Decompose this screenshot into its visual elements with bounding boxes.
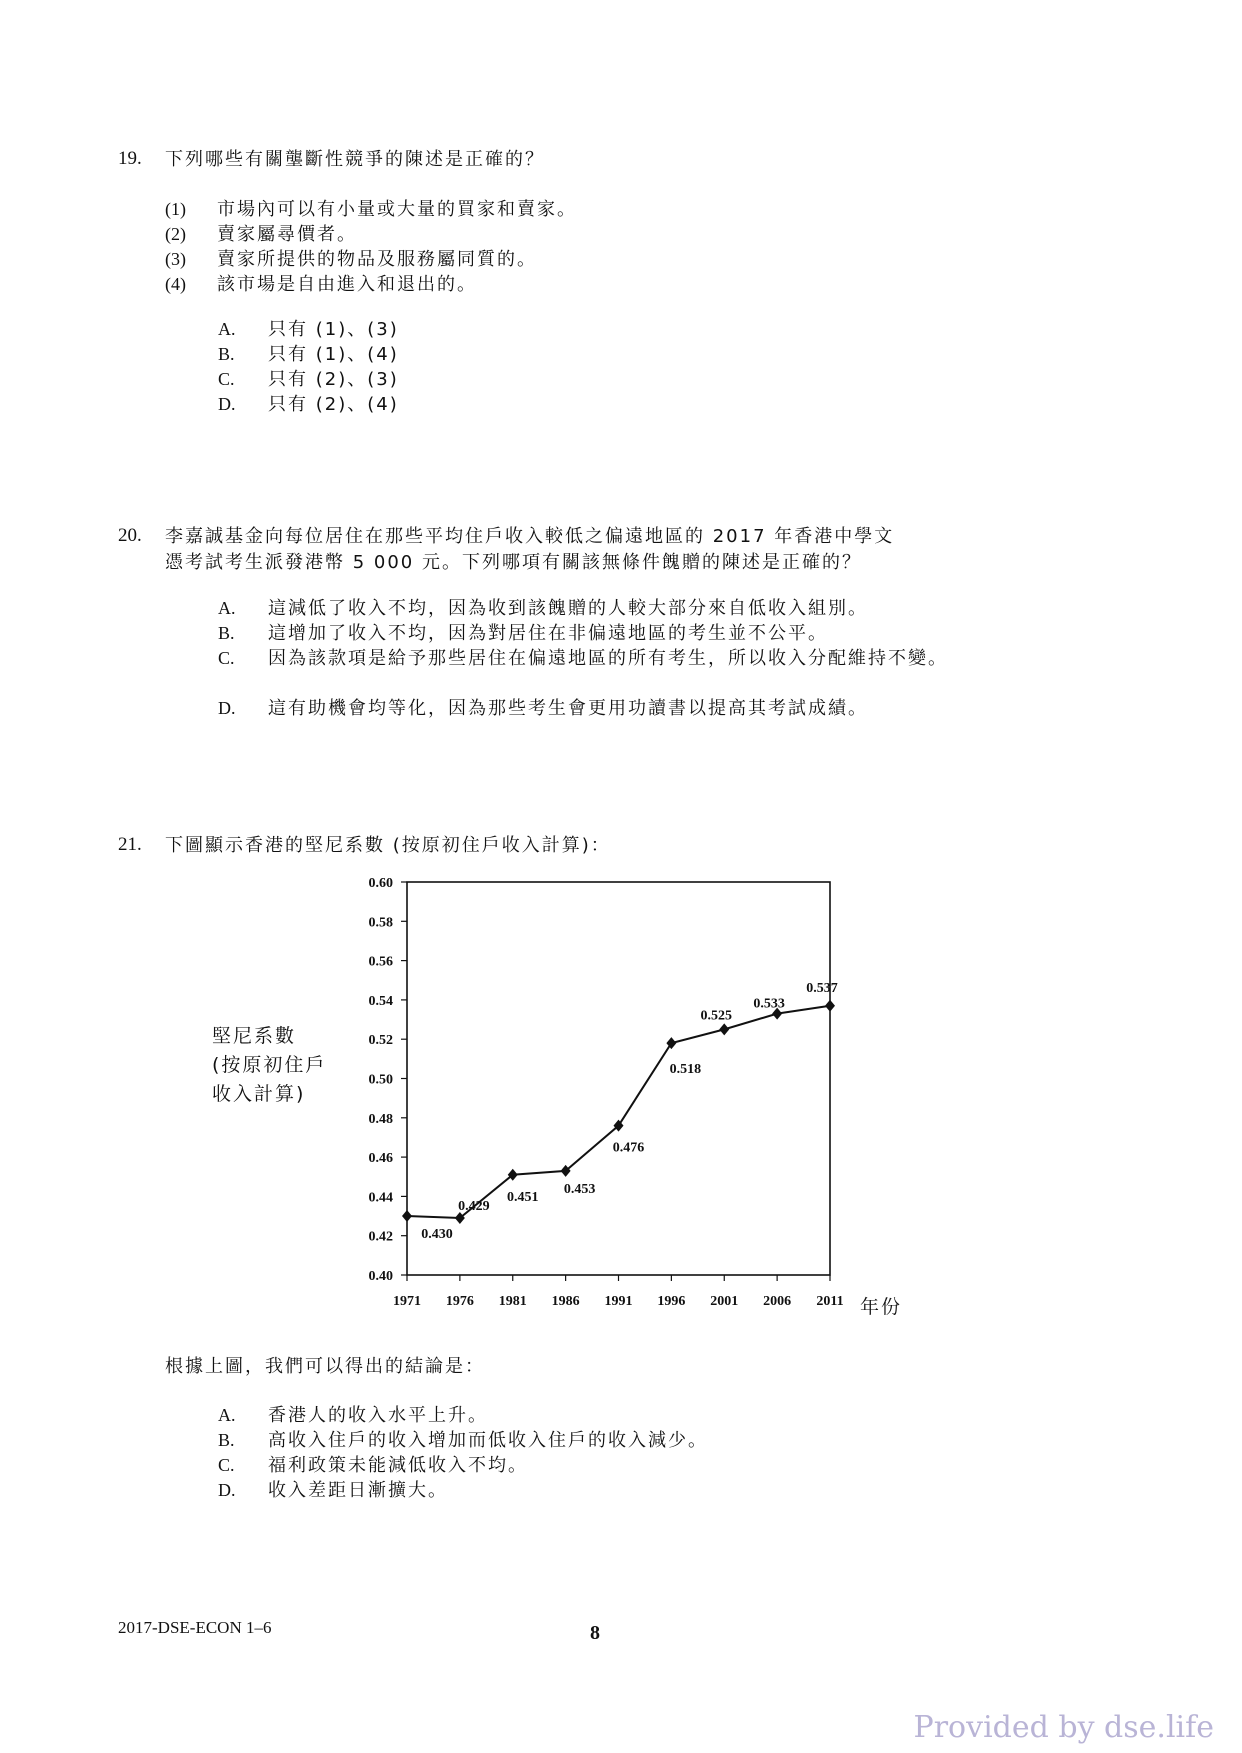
- statement-label: (3): [165, 249, 186, 269]
- option-label: C.: [218, 648, 235, 668]
- x-tick-label: 2001: [710, 1294, 739, 1309]
- y-tick-label: 0.44: [368, 1190, 393, 1206]
- data-label: 0.476: [612, 1140, 645, 1156]
- data-point-marker: [719, 1023, 729, 1035]
- data-label: 0.453: [563, 1181, 596, 1197]
- data-label: 0.430: [421, 1227, 453, 1243]
- option-text: 這增加了收入不均，因為對居住在非偏遠地區的考生並不公平。: [268, 623, 828, 644]
- option-label: A.: [218, 598, 236, 618]
- y-tick-label: 0.50: [368, 1072, 393, 1088]
- y-tick-label: 0.40: [368, 1269, 393, 1284]
- page-number: 8: [590, 1622, 600, 1644]
- data-label: 0.518: [669, 1062, 702, 1078]
- chart-ylabel-line: 堅尼系數: [212, 1025, 297, 1047]
- data-label: 0.451: [507, 1189, 539, 1205]
- y-tick-label: 0.60: [368, 876, 393, 891]
- q19-number: 19.: [118, 148, 142, 169]
- x-tick-label: 1986: [551, 1294, 580, 1309]
- x-tick-label: 1981: [498, 1294, 527, 1309]
- option-label: B.: [218, 1430, 235, 1450]
- option-label: B.: [218, 623, 235, 643]
- option-text: 因為該款項是給予那些居住在偏遠地區的所有考生，所以收入分配維持不變。: [268, 648, 948, 669]
- x-tick-label: 1996: [657, 1294, 686, 1309]
- plot-frame: [407, 882, 830, 1275]
- x-tick-label: 2006: [763, 1294, 792, 1309]
- statement-text: 市場內可以有小量或大量的買家和賣家。: [217, 199, 577, 220]
- data-point-marker: [402, 1210, 412, 1222]
- data-label: 0.429: [458, 1199, 490, 1215]
- x-tick-label: 1976: [445, 1294, 474, 1309]
- x-tick-label: 1991: [604, 1294, 633, 1309]
- q19-question: 下列哪些有關壟斷性競爭的陳述是正確的？: [165, 149, 545, 170]
- option-text: 福利政策未能減低收入不均。: [268, 1455, 528, 1476]
- option-label: B.: [218, 344, 235, 364]
- q21-number: 21.: [118, 834, 142, 855]
- chart-ylabel-line: (按原初住戶: [212, 1054, 327, 1076]
- y-tick-label: 0.42: [368, 1229, 393, 1245]
- data-label: 0.525: [700, 1008, 732, 1024]
- q21-option-c: [218, 1453, 528, 1478]
- q20-question-line2: 憑考試考生派發港幣 5 000 元。下列哪項有關該無條件餽贈的陳述是正確的？: [165, 552, 862, 573]
- option-label: C.: [218, 1455, 235, 1475]
- chart-xlabel: 年份: [860, 1296, 903, 1318]
- option-label: C.: [218, 369, 235, 389]
- q20-number: 20.: [118, 525, 142, 546]
- data-label: 0.537: [806, 980, 838, 996]
- option-text: 高收入住戶的收入增加而低收入住戶的收入減少。: [268, 1430, 708, 1451]
- statement-text: 該市場是自由進入和退出的。: [217, 274, 477, 295]
- exam-code: 2017-DSE-ECON 1–6: [118, 1618, 272, 1637]
- gini-series-line: [407, 1006, 830, 1218]
- y-tick-label: 0.46: [368, 1151, 393, 1167]
- data-point-marker: [508, 1169, 518, 1181]
- option-text: 這有助機會均等化，因為那些考生會更用功讀書以提高其考試成績。: [268, 698, 868, 719]
- y-tick-label: 0.56: [368, 954, 393, 970]
- statement-text: 賣家所提供的物品及服務屬同質的。: [217, 249, 537, 270]
- statement-label: (1): [165, 199, 186, 219]
- option-label: A.: [218, 1405, 236, 1425]
- option-text: 只有 (1)、(4): [268, 344, 399, 365]
- statement-text: 賣家屬尋價者。: [217, 224, 357, 245]
- x-tick-label: 2011: [816, 1294, 844, 1309]
- x-tick-label: 1971: [393, 1294, 421, 1309]
- option-text: 這減低了收入不均，因為收到該餽贈的人較大部分來自低收入組別。: [268, 598, 868, 619]
- option-label: D.: [218, 1480, 236, 1500]
- q20-question-line1: 李嘉誠基金向每位居住在那些平均住戶收入較低之偏遠地區的 2017 年香港中學文: [165, 526, 895, 547]
- y-tick-label: 0.48: [368, 1111, 393, 1127]
- statement-label: (4): [165, 274, 186, 294]
- q21-option-b: [218, 1428, 708, 1453]
- data-point-marker: [825, 1000, 835, 1012]
- option-label: A.: [218, 319, 236, 339]
- option-label: D.: [218, 394, 236, 414]
- q21-question: 下圖顯示香港的堅尼系數 (按原初住戶收入計算)：: [165, 835, 611, 856]
- q21-conclusion-prompt: 根據上圖，我們可以得出的結論是：: [165, 1356, 485, 1377]
- q21-option-a: [218, 1403, 488, 1428]
- y-tick-label: 0.52: [368, 1033, 393, 1049]
- y-tick-label: 0.58: [368, 915, 393, 931]
- option-text: 只有 (2)、(3): [268, 369, 399, 390]
- option-text: 收入差距日漸擴大。: [268, 1480, 448, 1501]
- option-label: D.: [218, 698, 236, 718]
- option-text: 香港人的收入水平上升。: [268, 1405, 488, 1426]
- y-tick-label: 0.54: [368, 993, 393, 1009]
- option-text: 只有 (2)、(4): [268, 394, 399, 415]
- option-text: 只有 (1)、(3): [268, 319, 399, 340]
- provided-by-watermark: Provided by dse.life: [913, 1710, 1214, 1745]
- q21-option-d: [218, 1478, 448, 1503]
- data-label: 0.533: [753, 996, 785, 1012]
- statement-label: (2): [165, 224, 186, 244]
- chart-ylabel-line: 收入計算): [212, 1083, 306, 1105]
